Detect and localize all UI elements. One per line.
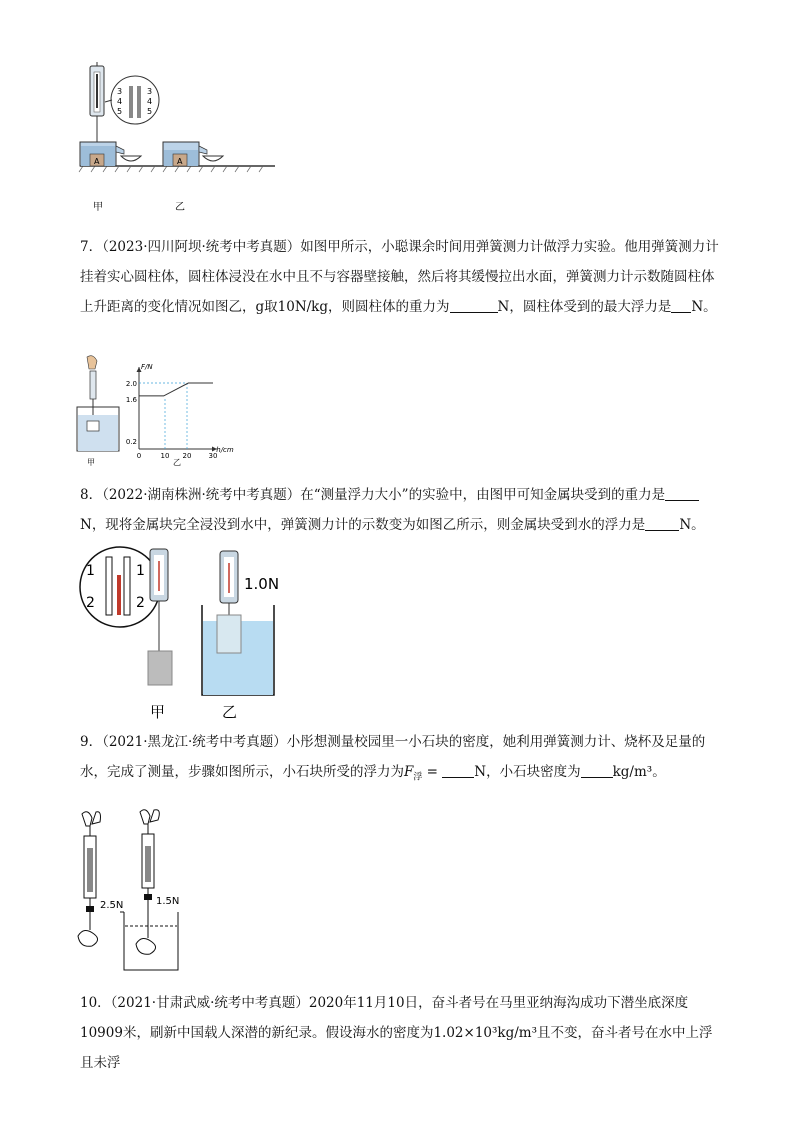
buoyancy-subscript: 浮 xyxy=(413,772,423,783)
fig-caption: 乙 xyxy=(173,458,181,467)
q8-text-a: 8．（2022·湖南株洲·统考中考真题）在“测量浮力大小”的实验中，由图甲可知金属块受到的重力是 xyxy=(80,487,666,503)
block-label: A xyxy=(94,157,100,166)
fig-caption: 甲 xyxy=(150,703,166,721)
q8-text-c: N。 xyxy=(679,517,705,533)
q7-blank-2[interactable] xyxy=(671,298,691,313)
scale-reading: 2.5N xyxy=(100,900,124,911)
q7-text-a: 7．（2023·四川阿坝·统考中考真题）如图甲所示，小聪课余时间用弹簧测力计做浮力实验。他用弹簧测力计挂着实心圆柱体，圆柱体浸没在水中且不与容器壁接触，然后将其缓慢拉出水面，弹簧测力计示数随圆柱体上升距离的变化情况如图乙，g取10N/kg，则圆柱体的重力为 xyxy=(80,239,719,315)
q10-density: 1.02×10³kg/m³ xyxy=(433,1025,537,1041)
scale-num: 3 xyxy=(117,87,123,96)
y-tick-label: 1.6 xyxy=(125,396,137,404)
q8-blank-2[interactable] xyxy=(645,516,679,531)
q9-end: 。 xyxy=(652,764,666,780)
fig-caption: 甲 xyxy=(93,202,103,213)
scale-num: 2 xyxy=(136,595,145,611)
x-tick-label: 30 xyxy=(208,452,218,460)
q7-blank-1[interactable] xyxy=(450,298,498,313)
q9-equals: = xyxy=(422,764,443,780)
q9-blank-2[interactable] xyxy=(581,763,613,778)
scale-reading: 1.0N xyxy=(244,575,280,593)
q7-text-b: N，圆柱体受到的最大浮力是 xyxy=(497,299,672,315)
x-tick-label: 10 xyxy=(160,452,170,460)
fig-caption: 甲 xyxy=(87,458,95,467)
q9-blank-1[interactable] xyxy=(442,763,474,778)
y-axis-label: F/N xyxy=(141,363,153,371)
q8-blank-1[interactable] xyxy=(665,486,699,501)
scale-num: 1 xyxy=(136,563,145,579)
figure-q6-spring-scale-overflow xyxy=(75,62,285,222)
q8-text-b: N，现将金属块完全浸没到水中，弹簧测力计的示数变为如图乙所示，则金属块受到水的浮力是 xyxy=(80,517,646,533)
force-height-graph xyxy=(126,363,234,460)
figure-q8 xyxy=(78,545,308,725)
scale-num: 4 xyxy=(117,97,123,106)
fig-caption: 乙 xyxy=(175,202,185,213)
scale-num: 4 xyxy=(147,97,153,106)
q9-text-b: N，小石块密度为 xyxy=(474,764,581,780)
force-series-line xyxy=(139,383,213,396)
scale-num: 2 xyxy=(86,595,95,611)
question-8 xyxy=(80,480,720,540)
q10-text-a: 10．（2021·甘肃武威·统考中考真题）2020年11月10日，奋斗者号在马里亚纳海沟成功下潜坐底深度10909米，刷新中国载人深潜的新纪录。假设海水的密度为 xyxy=(80,995,689,1041)
x-axis-label: h/cm xyxy=(216,446,234,454)
fig-caption: 乙 xyxy=(222,703,238,721)
q9-unit: kg/m³ xyxy=(612,764,653,780)
question-10 xyxy=(80,988,720,1078)
x-tick-label: 0 xyxy=(136,452,142,460)
scale-num: 1 xyxy=(86,563,95,579)
q9-text-a: 9．（2021·黑龙江·统考中考真题）小彤想测量校园里一小石块的密度，她利用弹簧测力计、烧杯及足量的水，完成了测量，步骤如图所示，小石块所受的浮力为 xyxy=(80,734,706,780)
scale-reading: 1.5N xyxy=(156,896,180,907)
scale-num: 5 xyxy=(117,107,123,116)
buoyancy-symbol: F xyxy=(404,764,414,780)
q7-text-c: N。 xyxy=(691,299,717,315)
scale-num: 5 xyxy=(147,107,153,116)
question-7 xyxy=(80,232,720,322)
q10-text-b: 且不变，奋斗者号在水中上浮且未浮 xyxy=(80,1025,713,1071)
scale-num: 3 xyxy=(147,87,153,96)
question-9 xyxy=(80,727,720,793)
y-tick-label: 0.2 xyxy=(125,438,137,446)
y-tick-label: 2.0 xyxy=(125,380,137,388)
x-tick-label: 20 xyxy=(182,452,192,460)
figure-q9 xyxy=(70,808,220,978)
block-label: A xyxy=(177,157,183,166)
figure-q7 xyxy=(75,355,275,470)
